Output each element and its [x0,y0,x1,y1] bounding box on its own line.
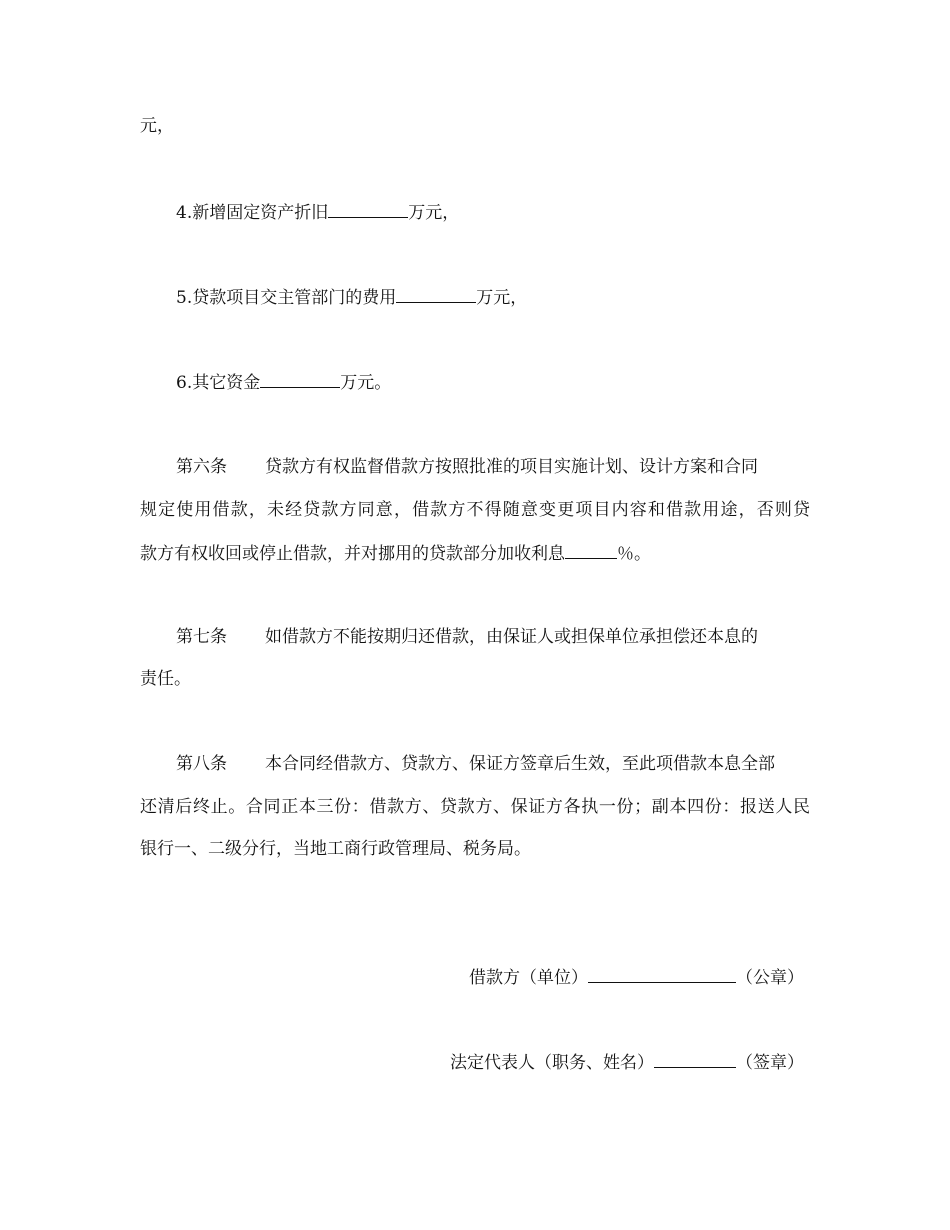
article7-text1: 如借款方不能按期归还借款，由保证人或担保单位承担偿还本息的 [265,627,758,647]
article6-blank [565,540,617,559]
representative-signature-line [450,1049,804,1075]
article8-line2: 还清后终止。合同正本三份：借款方、贷款方、保证方各执一份；副本四份：报送人民 [140,797,810,817]
item-6 [176,369,391,395]
article8-line3: 银行一、二级分行，当地工商行政管理局、税务局。 [140,839,531,859]
item-4-suffix: 万元， [408,203,460,223]
article8-heading: 第八条 [176,754,227,774]
article7-line2: 责任。 [140,669,191,689]
article8-text1: 本合同经借款方、贷款方、保证方签章后生效，至此项借款本息全部 [265,754,775,774]
article7-line1 [176,625,758,649]
item-6-blank [260,369,340,388]
item-6-suffix: 万元。 [340,373,392,393]
item-4-number: 4. [176,203,193,223]
item-4 [176,199,459,225]
article7-heading: 第七条 [176,627,227,647]
item-5-number: 5. [176,288,193,308]
borrower-blank [588,964,736,983]
article6-line1 [176,455,758,479]
item-5-blank [396,284,476,303]
representative-seal: （签章） [736,1053,804,1073]
article6-text3: 款方有权收回或停止借款，并对挪用的贷款部分加收利息 [140,544,565,564]
representative-label: 法定代表人（职务、姓名） [450,1053,654,1073]
item-5-text: 贷款项目交主管部门的费用 [192,288,397,308]
top-fragment: 元， [140,116,174,136]
borrower-label: 借款方（单位） [469,968,588,988]
article8-line1 [176,752,775,776]
borrower-signature-line [469,964,804,990]
item-5 [176,284,527,310]
item-6-number: 6. [176,373,193,393]
article6-line3 [140,540,651,566]
article6-text1: 贷款方有权监督借款方按照批准的项目实施计划、设计方案和合同 [265,457,758,477]
item-4-blank [328,199,408,218]
item-5-suffix: 万元， [476,288,528,308]
article6-suffix: ％。 [617,544,651,564]
item-6-text: 其它资金 [192,373,261,393]
representative-blank [654,1049,736,1068]
article6-heading: 第六条 [176,457,227,477]
item-4-text: 新增固定资产折旧 [192,203,329,223]
article6-line2: 规定使用借款，未经贷款方同意，借款方不得随意变更项目内容和借款用途，否则贷 [140,500,810,520]
borrower-seal: （公章） [736,968,804,988]
